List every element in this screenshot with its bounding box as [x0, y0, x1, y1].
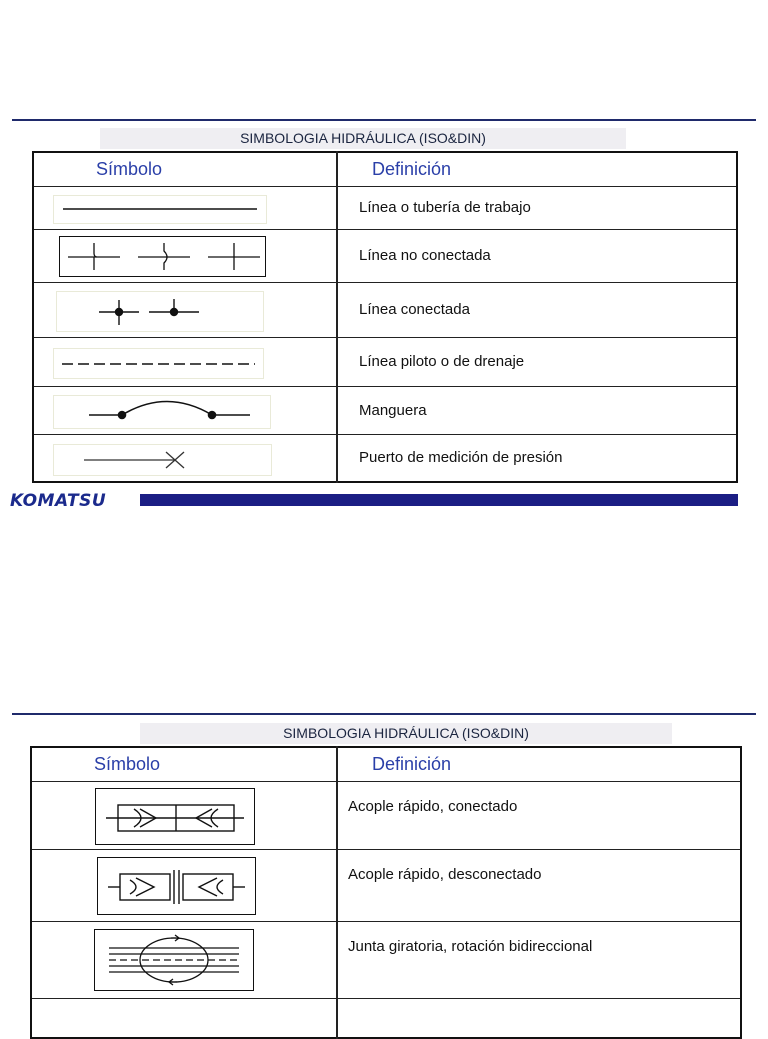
slide1-symbol-table	[32, 151, 738, 483]
definition-header: Definición	[337, 152, 737, 186]
hose-icon	[53, 395, 271, 429]
symbol-cell	[33, 434, 337, 482]
quick-coupler-disconnected-icon	[97, 857, 256, 915]
symbol-header: Símbolo	[31, 747, 337, 781]
definition-cell: Puerto de medición de presión	[337, 434, 737, 482]
slide1-top-rule	[12, 119, 756, 121]
definition-header: Definición	[337, 747, 741, 781]
working-line-icon	[53, 195, 267, 224]
slide2-symbol-table	[30, 746, 742, 1039]
table-header-row	[33, 152, 737, 186]
table-row	[33, 282, 737, 337]
table-header-row	[31, 747, 741, 781]
symbol-cell	[33, 282, 337, 337]
table-row	[33, 434, 737, 482]
definition-cell: Acople rápido, desconectado	[337, 849, 741, 921]
table-row	[31, 849, 741, 921]
table-row	[31, 781, 741, 849]
table-row	[31, 998, 741, 1038]
footer-bar	[140, 494, 738, 506]
definition-cell: Línea no conectada	[337, 229, 737, 282]
slide1-banner: SIMBOLOGIA HIDRÁULICA (ISO&DIN)	[100, 128, 626, 149]
rotary-joint-icon	[94, 929, 254, 991]
definition-cell: Línea conectada	[337, 282, 737, 337]
table-row	[33, 186, 737, 229]
symbol-cell	[33, 229, 337, 282]
unconnected-lines-icon	[59, 236, 266, 277]
definition-cell: Junta giratoria, rotación bidireccional	[337, 921, 741, 998]
table-row	[33, 229, 737, 282]
table-row	[31, 921, 741, 998]
slide2-banner: SIMBOLOGIA HIDRÁULICA (ISO&DIN)	[140, 723, 672, 744]
definition-cell	[337, 998, 741, 1038]
pilot-drain-line-icon	[53, 348, 264, 379]
quick-coupler-connected-icon	[95, 788, 255, 845]
table-row	[33, 337, 737, 386]
symbol-cell	[31, 781, 337, 849]
connected-lines-icon	[56, 291, 264, 332]
symbol-cell	[33, 386, 337, 434]
pressure-port-icon	[53, 444, 272, 476]
symbol-header: Símbolo	[33, 152, 337, 186]
definition-cell: Línea piloto o de drenaje	[337, 337, 737, 386]
definition-cell: Acople rápido, conectado	[337, 781, 741, 849]
slide2-top-rule	[12, 713, 756, 715]
table-row	[33, 386, 737, 434]
definition-cell: Línea o tubería de trabajo	[337, 186, 737, 229]
definition-cell: Manguera	[337, 386, 737, 434]
symbol-cell	[33, 186, 337, 229]
symbol-cell	[31, 921, 337, 998]
symbol-cell	[33, 337, 337, 386]
symbol-cell	[31, 998, 337, 1038]
symbol-cell	[31, 849, 337, 921]
komatsu-logo: KOMATSU	[10, 491, 107, 511]
